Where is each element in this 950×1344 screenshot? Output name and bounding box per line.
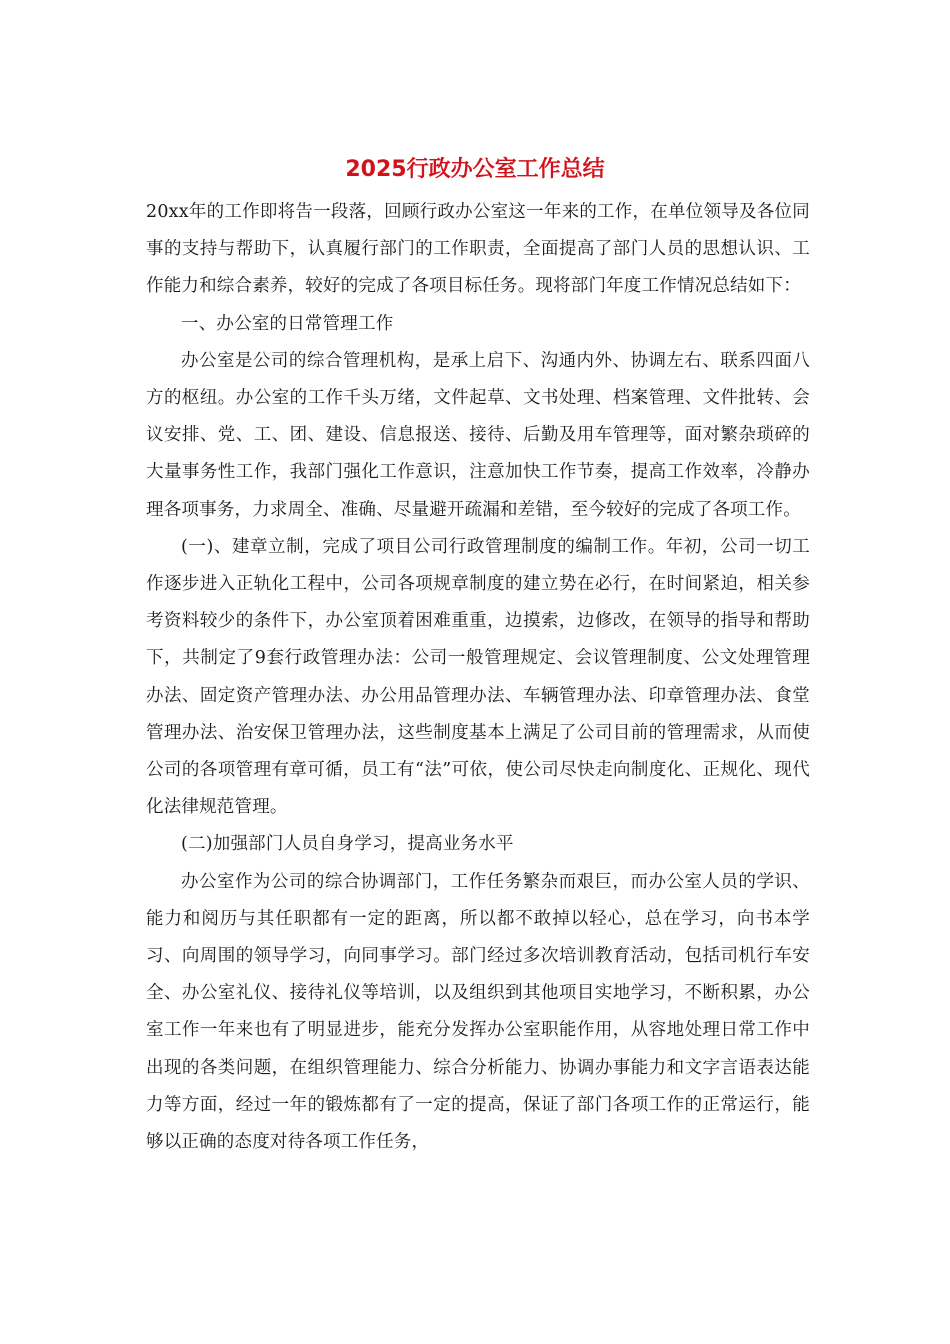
intro-paragraph: 20xx年的工作即将告一段落，回顾行政办公室这一年来的工作，在单位领导及各位同事的支持与帮助下，认真履行部门的工作职责，全面提高了部门人员的思想认识、工作能力和综合素养，较好的完成了各项目标任务。现将部门年度工作情况总结如下：: [146, 202, 810, 297]
section-heading-daily-management: 一、办公室的日常管理工作: [181, 313, 394, 334]
section-paragraph-office-role: 办公室是公司的综合管理机构，是承上启下、沟通内外、协调左右、联系四面八方的枢纽。办公室的工作千头万绪，文件起草、文书处理、档案管理、文件批转、会议安排、党、工、团、建设、信息报送、接待、后勤及用车管理等，面对繁杂琐碎的大量事务性工作，我部门强化工作意识，注意加快工作节奏，提高工作效率，冷静办理各项事务，力求周全、准确、尽量避开疏漏和差错，至今较好的完成了各项工作。: [146, 350, 810, 520]
section-paragraph-staff-learning: 办公室作为公司的综合协调部门，工作任务繁杂而艰巨，而办公室人员的学识、能力和阅历与其任职都有一定的距离，所以都不敢掉以轻心，总在学习，向书本学习、向周围的领导学习，向同事学习。部门经过多次培训教育活动，包括司机行车安全、办公室礼仪、接待礼仪等培训，以及组织到其他项目实地学习，不断积累，办公室工作一年来也有了明显进步，能充分发挥办公室职能作用，从容地处理日常工作中出现的各类问题，在组织管理能力、综合分析能力、协调办事能力和文字言语表达能力等方面，经过一年的锻炼都有了一定的提高，保证了部门各项工作的正常运行，能够以正确的态度对待各项工作任务，: [146, 871, 810, 1153]
document-title: 2025行政办公室工作总结: [345, 157, 605, 182]
document-body: [146, 194, 810, 1161]
section-heading-staff-learning: (二)加强部门人员自身学习，提高业务水平: [181, 834, 514, 855]
subsection-paragraph-regulations: (一)、建章立制，完成了项目公司行政管理制度的编制工作。年初，公司一切工作逐步进入正轨化工程中，公司各项规章制度的建立势在必行，在时间紧迫，相关参考资料较少的条件下，办公室顶着困难重重，边摸索，边修改，在领导的指导和帮助下，共制定了9套行政管理办法：公司一般管理规定、会议管理制度、公文处理管理办法、固定资产管理办法、办公用品管理办法、车辆管理办法、印章管理办法、食堂管理办法、治安保卫管理办法，这些制度基本上满足了公司目前的管理需求，从而使公司的各项管理有章可循，员工有“法”可依，使公司尽快走向制度化、正规化、现代化法律规范管理。: [146, 536, 810, 818]
